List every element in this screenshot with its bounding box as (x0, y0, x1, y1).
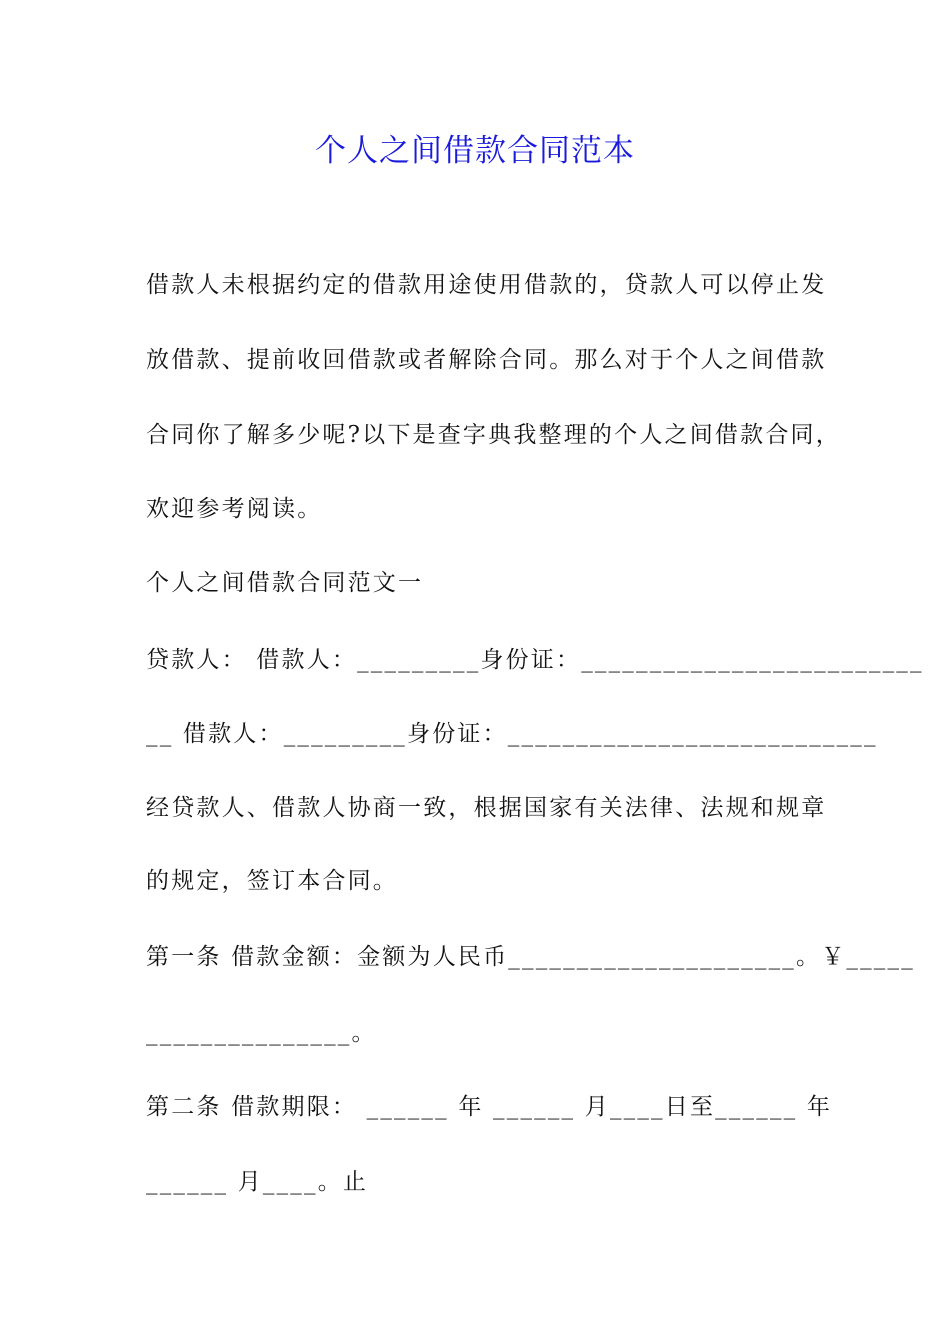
section-heading: 个人之间借款合同范文一 (146, 570, 424, 596)
paragraph-line-2: 放借款、提前收回借款或者解除合同。那么对于个人之间借款 (146, 347, 827, 373)
paragraph-line-1: 借款人未根据约定的借款用途使用借款的，贷款人可以停止发 (146, 272, 827, 298)
lender-borrower-line: 贷款人： 借款人：_________身份证：_________________________ (146, 647, 924, 673)
article-1-line-1: 第一条 借款金额：金额为人民币_____________________。￥_____ (146, 944, 915, 970)
article-2-line-2: ______ 月____。止 (146, 1169, 369, 1195)
borrower-id-line: __ 借款人：_________身份证：___________________________ (146, 721, 878, 747)
agreement-line-2: 的规定，签订本合同。 (146, 868, 398, 894)
paragraph-line-3: 合同你了解多少呢?以下是查字典我整理的个人之间借款合同， (146, 422, 841, 448)
agreement-line-1: 经贷款人、借款人协商一致，根据国家有关法律、法规和规章 (146, 795, 827, 821)
document-title: 个人之间借款合同范本 (315, 133, 635, 169)
article-1-line-2: _______________。 (146, 1020, 377, 1046)
article-2-line-1: 第二条 借款期限： ______ 年 ______ 月____日至______ 年 (146, 1094, 833, 1120)
paragraph-line-4: 欢迎参考阅读。 (146, 496, 323, 522)
